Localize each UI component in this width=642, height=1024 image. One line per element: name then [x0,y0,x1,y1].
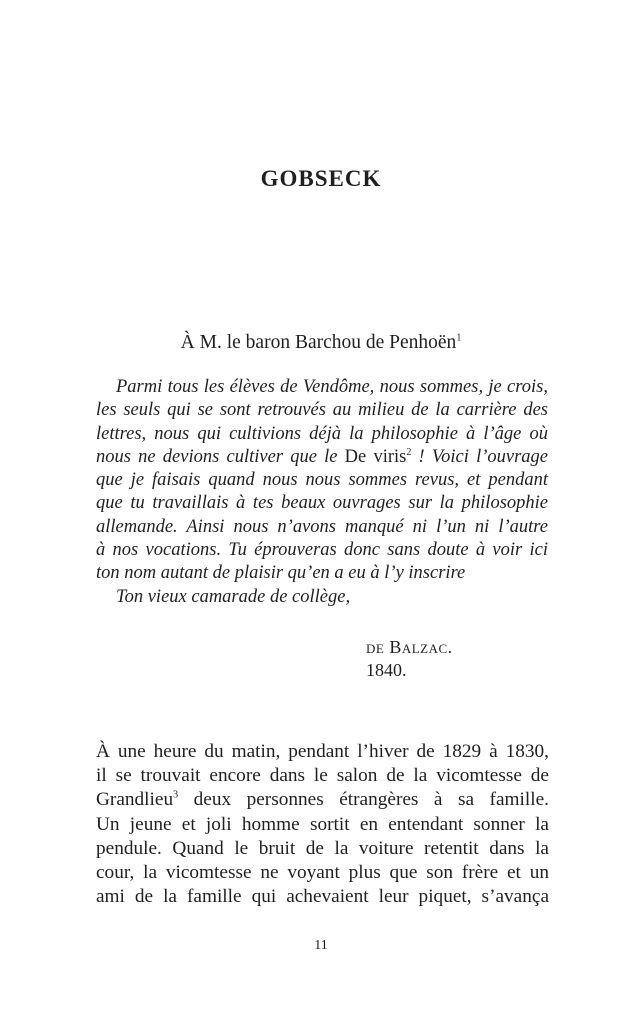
dedication-heading [0,332,642,354]
author-signature: de Balzac. [366,637,453,657]
body-line [96,788,549,812]
footnote-ref-1: 1 [456,332,462,344]
body-line: il se trouvait encore dans le salon de la vicomtesse de [96,765,549,787]
signature-year: 1840. [366,660,407,680]
opening-paragraph [96,740,549,909]
epistle-line: lettres, nous qui cultivions déjà la philosophie à l’âge où [96,423,548,444]
dedicatory-epistle [96,376,548,609]
footnote-ref-3: 3 [173,789,179,801]
footnote-ref-2: 2 [406,446,412,458]
body-line-part: Grandlieu [96,789,174,811]
de-viris-title: De viris [344,446,407,467]
epistle-line: ton nom autant de plaisir qu’en a eu à l’y inscrire [96,563,466,584]
body-line: Un jeune et joli homme sortit en entendant sonner la [96,813,549,835]
epistle-line [96,446,548,469]
epistle-line: à nos vocations. Tu éprouveras donc sans doute à voir ici [96,540,548,561]
body-line-part: deux personnes étrangères à sa famille. [178,789,549,811]
body-line: À une heure du matin, pendant l’hiver de 1829 à 1830, [96,741,549,762]
page-number: 11 [314,938,328,953]
body-line: cour, la vicomtesse ne voyant plus que son frère et un [96,862,549,884]
dedication-text: À M. le baron Barchou de Penhoën [180,332,457,353]
body-line: pendule. Quand le bruit de la voiture retentit dans la [96,837,549,859]
signature-block [366,636,453,682]
epistle-line-part: nous ne devions cultiver que le [96,446,345,467]
epistle-line-part: ! Voici l’ouvrage [411,446,549,467]
epistle-closing: Ton vieux camarade de collège, [116,586,351,607]
body-line: ami de la famille qui achevaient leur piquet, s’avança [96,886,549,908]
epistle-line: allemande. Ainsi nous n’avons manqué ni l’un ni l’autre [96,516,548,537]
epistle-line: que je faisais quand nous nous sommes revus, et pendant [96,470,548,491]
epistle-line: que tu travaillais à tes beaux ouvrages sur la philosophie [96,493,548,514]
chapter-title: GOBSECK [260,166,382,191]
epistle-line: les seuls qui se sont retrouvés au milieu de la carrière des [96,400,548,421]
epistle-line: Parmi tous les élèves de Vendôme, nous sommes, je crois, [116,377,548,397]
